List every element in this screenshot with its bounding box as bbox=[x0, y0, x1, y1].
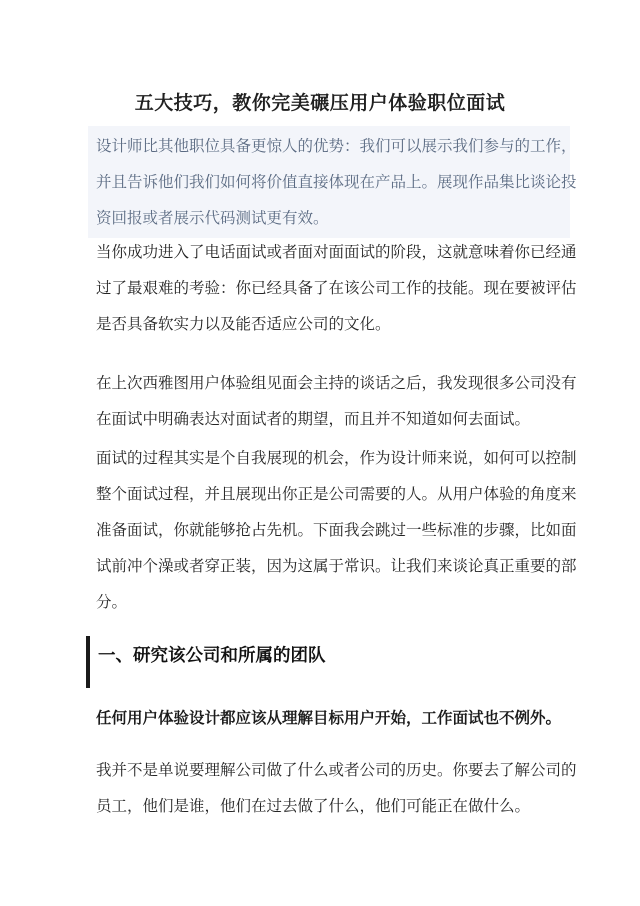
paragraph-line: 过了最艰难的考验：你已经具备了在该公司工作的技能。现在要被评估 bbox=[96, 279, 577, 297]
article-title: 五大技巧，教你完美碾压用户体验职位面试 bbox=[134, 92, 506, 114]
quote-line: 并且告诉他们我们如何将价值直接体现在产品上。展现作品集比谈论投 bbox=[96, 173, 577, 191]
paragraph-line: 整个面试过程，并且展现出你正是公司需要的人。从用户体验的角度来 bbox=[96, 485, 577, 503]
paragraph-line: 分。 bbox=[96, 593, 128, 611]
quote-line: 资回报或者展示代码测试更有效。 bbox=[96, 209, 329, 227]
paragraph-line: 当你成功进入了电话面试或者面对面面试的阶段，这就意味着你已经通 bbox=[96, 243, 577, 261]
paragraph-line: 面试的过程其实是个自我展现的机会，作为设计师来说，如何可以控制 bbox=[96, 449, 577, 467]
paragraph-line: 在上次西雅图用户体验组见面会主持的谈话之后，我发现很多公司没有 bbox=[96, 374, 577, 392]
quote-line: 设计师比其他职位具备更惊人的优势：我们可以展示我们参与的工作， bbox=[96, 137, 577, 155]
paragraph-line: 准备面试，你就能够抢占先机。下面我会跳过一些标准的步骤，比如面 bbox=[96, 521, 577, 539]
section-bold-statement: 任何用户体验设计都应该从理解目标用户开始，工作面试也不例外。 bbox=[96, 709, 562, 727]
section-heading bbox=[86, 636, 326, 688]
paragraph-line: 试前冲个澡或者穿正装，因为这属于常识。让我们来谈论真正重要的部 bbox=[96, 557, 577, 575]
paragraph-line: 我并不是单说要理解公司做了什么或者公司的历史。你要去了解公司的 bbox=[96, 761, 577, 779]
paragraph-3 bbox=[96, 440, 577, 620]
paragraph-line: 员工，他们是谁，他们在过去做了什么，他们可能正在做什么。 bbox=[96, 797, 531, 815]
section-heading-text: 一、研究该公司和所属的团队 bbox=[98, 646, 326, 666]
paragraph-1 bbox=[96, 234, 577, 342]
paragraph-line: 是否具备软实力以及能否适应公司的文化。 bbox=[96, 315, 391, 333]
intro-quote-block bbox=[88, 126, 577, 238]
paragraph-line: 在面试中明确表达对面试者的期望，而且并不知道如何去面试。 bbox=[96, 410, 531, 428]
paragraph-4 bbox=[96, 752, 577, 824]
paragraph-2 bbox=[96, 365, 577, 437]
